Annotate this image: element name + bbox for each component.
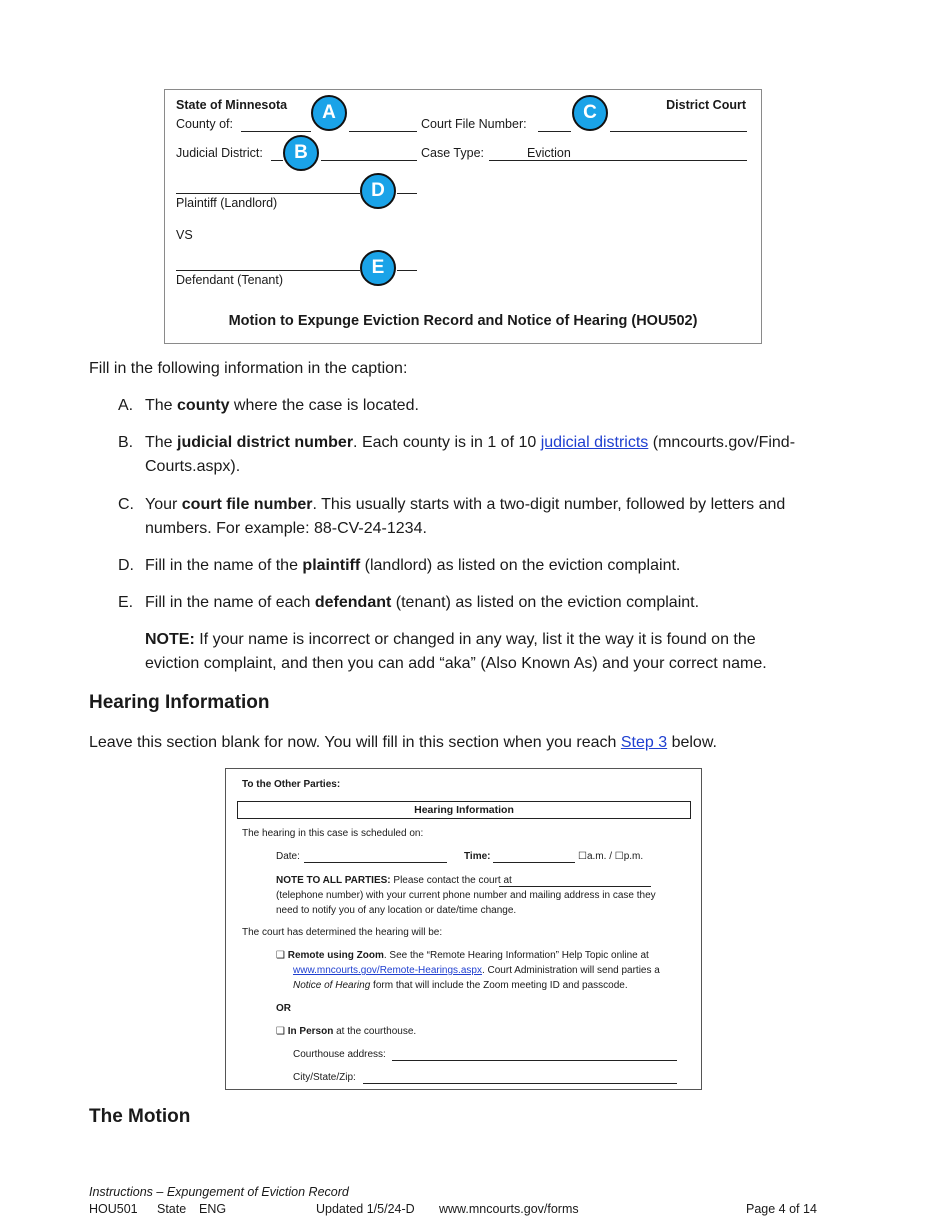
plaintiff-line <box>176 193 360 194</box>
phone-line <box>499 886 651 887</box>
badge-b: B <box>283 135 319 171</box>
caption-court: District Court <box>666 98 746 112</box>
remote-line-3: Notice of Hearing form that will include the Zoom meeting ID and passcode. <box>293 980 628 991</box>
hearing-info-text: Leave this section blank for now. You will fill in this section when you reach Step 3 below. <box>89 734 717 751</box>
county-line-2 <box>349 131 417 132</box>
determined-text: The court has determined the hearing will be: <box>242 927 443 938</box>
remote-line-1: ❑ Remote using Zoom. See the “Remote Hearing Information” Help Topic online at <box>276 950 649 961</box>
footer-title: Instructions – Expungement of Eviction Record <box>89 1185 349 1199</box>
step-3-link[interactable]: Step 3 <box>620 734 668 751</box>
judicial-districts-link[interactable]: judicial districts <box>540 434 649 451</box>
county-label: County of: <box>176 117 233 131</box>
case-type-value: Eviction <box>527 146 571 160</box>
courthouse-address-line <box>392 1060 677 1061</box>
scheduled-text: The hearing in this case is scheduled on: <box>242 828 424 839</box>
motion-heading: The Motion <box>89 1106 191 1127</box>
remote-hearings-link[interactable]: www.mncourts.gov/Remote-Hearings.aspx <box>293 965 482 976</box>
plaintiff-label: Plaintiff (Landlord) <box>176 196 278 210</box>
judicial-district-label: Judicial District: <box>176 146 263 160</box>
date-label: Date: <box>276 851 300 862</box>
file-number-line-2 <box>610 131 747 132</box>
file-number-label: Court File Number: <box>421 117 527 131</box>
footer-url: www.mncourts.gov/forms <box>439 1202 579 1216</box>
badge-c: C <box>572 95 608 131</box>
case-type-line <box>489 160 747 161</box>
time-label: Time: <box>464 851 491 862</box>
hearing-form-figure <box>225 768 702 1090</box>
badge-d: D <box>360 173 396 209</box>
courthouse-address-label: Courthouse address: <box>293 1049 386 1060</box>
form-title: Motion to Expunge Eviction Record and Notice of Hearing (HOU502) <box>228 313 698 329</box>
footer-scope: State <box>157 1202 187 1216</box>
note-line-2: (telephone number) with your current phone number and mailing address in case they <box>276 890 656 901</box>
vs-label: VS <box>176 228 193 242</box>
to-other-parties: To the Other Parties: <box>242 779 341 790</box>
remote-line-2: www.mncourts.gov/Remote-Hearings.aspx. Court Administration will send parties a <box>293 965 660 976</box>
instructions-intro: Fill in the following information in the caption: <box>89 360 408 377</box>
footer-lang: ENG <box>199 1202 227 1216</box>
plaintiff-line-2 <box>397 193 417 194</box>
city-state-zip-line <box>363 1083 677 1084</box>
caption-example-figure <box>164 89 762 344</box>
footer-page: Page 4 of 14 <box>746 1202 817 1216</box>
badge-e: E <box>360 250 396 286</box>
date-line <box>304 862 447 863</box>
note-line-1: NOTE TO ALL PARTIES: Please contact the court at <box>276 875 512 886</box>
ampm-checkboxes: ☐a.m. / ☐p.m. <box>578 851 644 862</box>
hearing-info-heading: Hearing Information <box>89 692 270 713</box>
hearing-box-title: Hearing Information <box>237 801 691 819</box>
time-line <box>493 862 575 863</box>
judicial-district-line <box>271 160 283 161</box>
case-type-label: Case Type: <box>421 146 485 160</box>
judicial-district-line-2 <box>321 160 417 161</box>
caption-state: State of Minnesota <box>176 98 288 112</box>
defendant-line <box>176 270 360 271</box>
in-person-line: ❑ In Person at the courthouse. <box>276 1026 417 1037</box>
footer-updated: Updated 1/5/24-D <box>316 1202 415 1216</box>
city-state-zip-label: City/State/Zip: <box>293 1072 356 1083</box>
footer-form-id: HOU501 <box>89 1202 138 1216</box>
note-line-3: need to notify you of any location or date/time change. <box>276 905 517 916</box>
defendant-label: Defendant (Tenant) <box>176 273 284 287</box>
badge-a: A <box>311 95 347 131</box>
file-number-line <box>538 131 571 132</box>
county-line <box>241 131 311 132</box>
defendant-line-2 <box>397 270 417 271</box>
or-label: OR <box>276 1003 291 1014</box>
